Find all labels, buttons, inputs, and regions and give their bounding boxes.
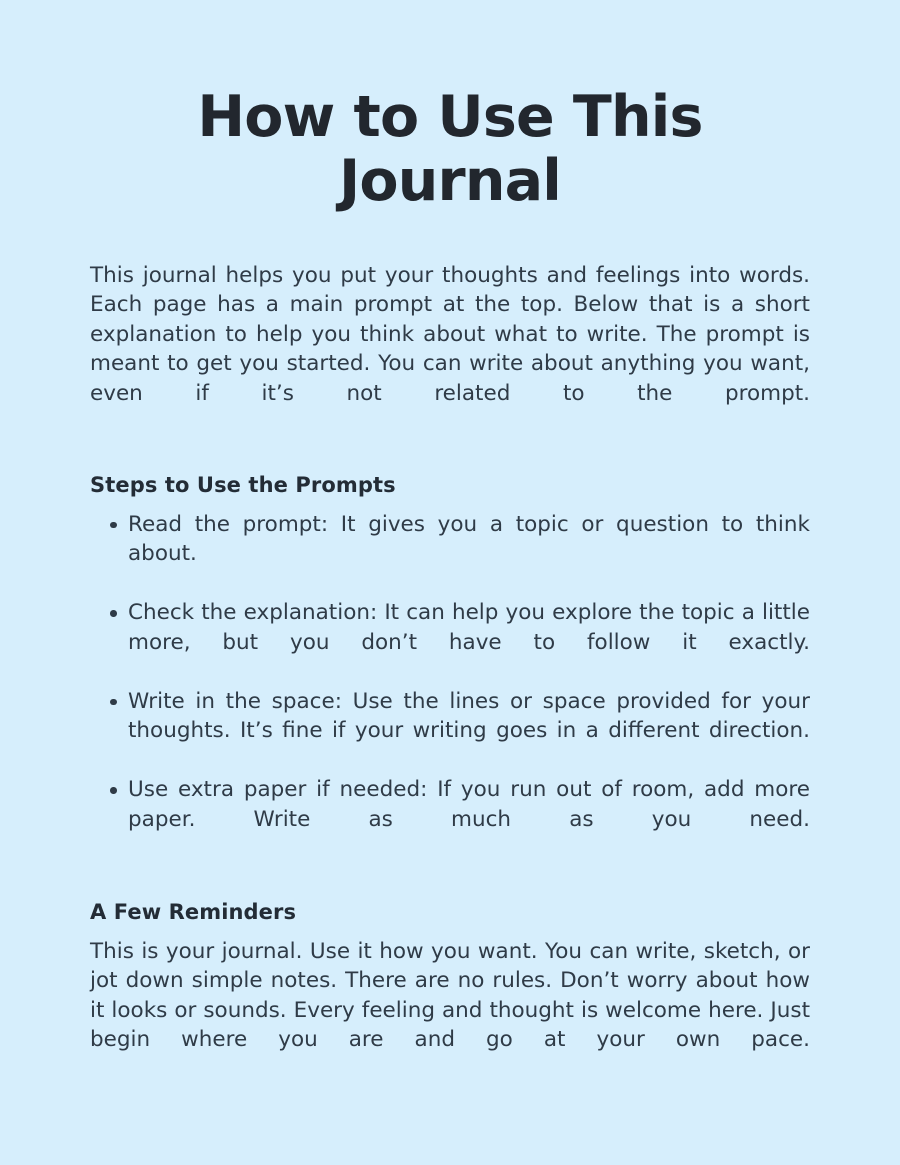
list-item <box>90 687 810 776</box>
bullet-dot-icon <box>110 787 117 794</box>
list-item-text: Read the prompt: It gives you a topic or question to think about. <box>128 511 810 567</box>
content-column <box>90 0 810 1084</box>
page-title: How to Use This Journal <box>197 84 703 214</box>
reminders-paragraph: This is your journal. Use it how you want. You can write, sketch, or jot down simple notes. There are no rules. Don’t worry about how it looks or sounds. Every feeling and thought is welcome here. Just begin where you are and go at your own pace. <box>90 938 810 1053</box>
reminders-section-heading: A Few Reminders <box>90 899 297 924</box>
bullet-dot-icon <box>110 522 117 529</box>
list-item <box>90 775 810 864</box>
steps-section-heading: Steps to Use the Prompts <box>90 472 396 497</box>
bullet-dot-icon <box>110 699 117 706</box>
steps-list <box>90 499 810 864</box>
list-item-text: Write in the space: Use the lines or space provided for your thoughts. It’s fine if your writing goes in a different direction. <box>128 688 810 744</box>
intro-paragraph: This journal helps you put your thoughts and feelings into words. Each page has a main prompt at the top. Below that is a short explanation to help you think about what to write. The prompt is meant to get you started. You can write about anything you want, even if it’s not related to the prompt. <box>90 262 810 406</box>
bullet-dot-icon <box>110 610 117 617</box>
list-item-text: Use extra paper if needed: If you run out of room, add more paper. Write as much as you need. <box>128 777 810 832</box>
list-item-text: Check the explanation: It can help you explore the topic a little more, but you don’t have to follow it exactly. <box>128 600 810 655</box>
list-item <box>90 510 810 599</box>
list-item <box>90 598 810 687</box>
